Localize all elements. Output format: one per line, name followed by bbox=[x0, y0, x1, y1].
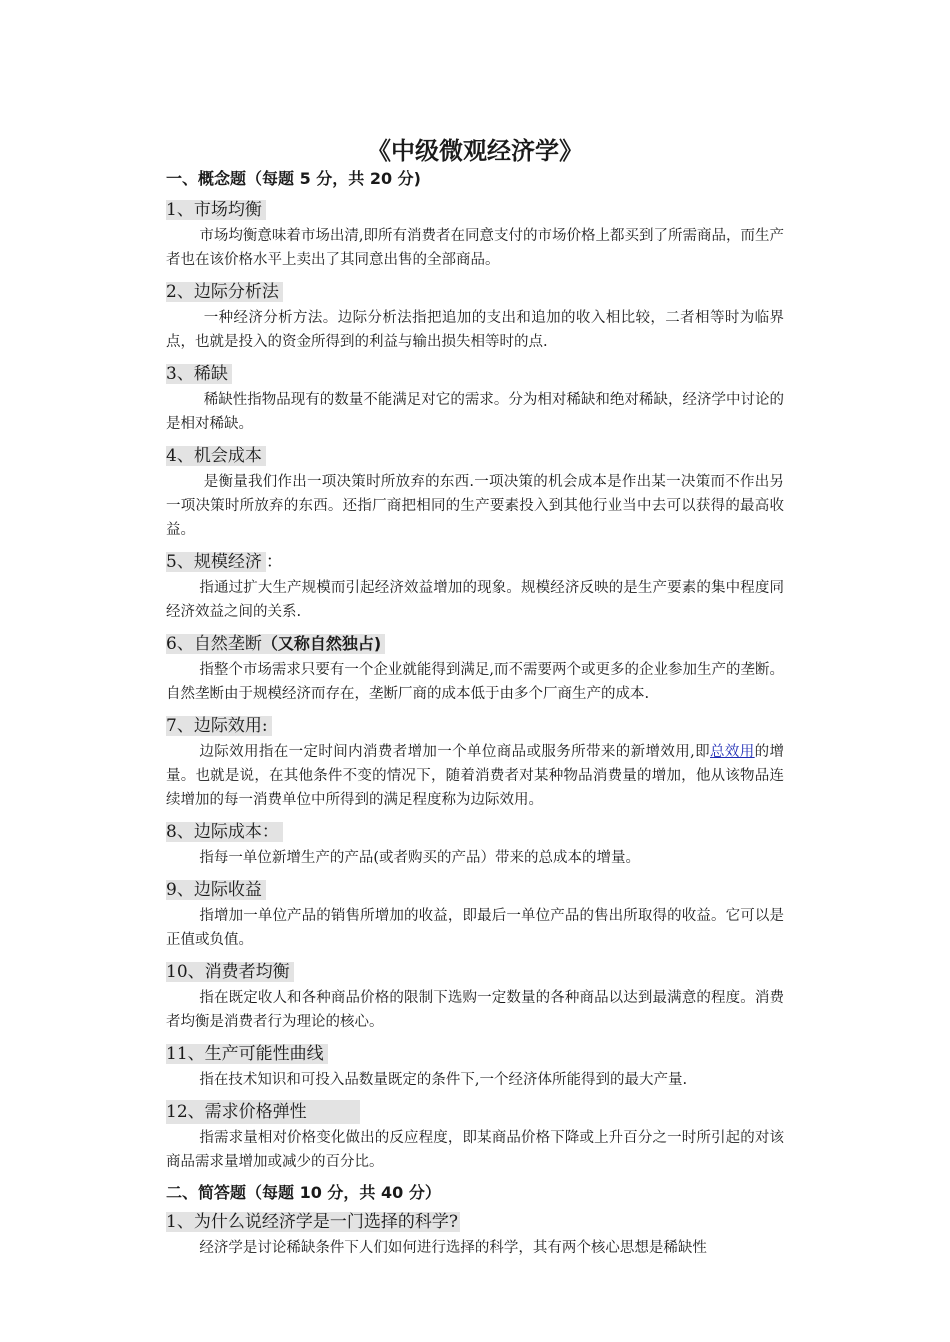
term-heading bbox=[166, 280, 784, 304]
answer-text: 经济学是讨论稀缺条件下人们如何进行选择的科学，其有两个核心思想是稀缺性 bbox=[199, 1240, 707, 1256]
term-definition: 指每一单位新增生产的产品(或者购买的产品）带来的总成本的增量。 bbox=[199, 850, 640, 866]
section-heading-short-answer: 二、简答题（每题 10 分，共 40 分） bbox=[166, 1183, 441, 1202]
term-label: 10、消费者均衡 bbox=[166, 962, 294, 982]
term-heading bbox=[166, 1100, 784, 1124]
document-page bbox=[166, 136, 784, 1260]
question-heading bbox=[166, 1210, 784, 1234]
term-definition: 指需求量相对价格变化做出的反应程度，即某商品价格下降或上升百分之一时所引起的对该商品需求量增加或减少的百分比。 bbox=[166, 1130, 784, 1170]
term-heading bbox=[166, 632, 784, 656]
term-definition bbox=[166, 740, 784, 812]
document-title: 《中级微观经济学》 bbox=[367, 137, 583, 165]
term-heading bbox=[166, 362, 784, 386]
term-heading bbox=[166, 1042, 784, 1066]
term-definition: 指在技术知识和可投入品数量既定的条件下,一个经济体所能得到的最大产量. bbox=[199, 1072, 688, 1088]
term-label bbox=[166, 634, 385, 654]
definition-text: 的增量。也就是说，在其他条件不变的情况下，随着消费者对某种物品消费量的增加，他从该物品连续增加的每一消费单位中所得到的满足程度称为边际效用。 bbox=[166, 744, 785, 808]
term-heading bbox=[166, 960, 784, 984]
term-label: 12、需求价格弹性 bbox=[166, 1100, 360, 1124]
term-heading bbox=[166, 820, 784, 844]
term-definition: 指整个市场需求只要有一个企业就能得到满足,而不需要两个或更多的企业参加生产的垄断。自然垄断由于规模经济而存在，垄断厂商的成本低于由多个厂商生产的成本. bbox=[166, 662, 784, 702]
term-definition: 是衡量我们作出一项决策时所放弃的东西.一项决策的机会成本是作出某一决策而不作出另一项决策时所放弃的东西。还指厂商把相同的生产要素投入到其他行业当中去可以获得的最高收益。 bbox=[166, 474, 784, 538]
total-utility-link[interactable]: 总效用 bbox=[710, 744, 755, 760]
term-definition: 指增加一单位产品的销售所增加的收益，即最后一单位产品的售出所取得的收益。它可以是正值或负值。 bbox=[166, 908, 784, 948]
term-label: 9、边际收益 bbox=[166, 880, 266, 900]
term-heading bbox=[166, 444, 784, 468]
term-definition: 一种经济分析方法。边际分析法指把追加的支出和追加的收入相比较，二者相等时为临界点，也就是投入的资金所得到的利益与输出损失相等时的点. bbox=[166, 310, 784, 350]
term-definition: 市场均衡意味着市场出清,即所有消费者在同意支付的市场价格上都买到了所需商品，而生产者也在该价格水平上卖出了其同意出售的全部商品。 bbox=[166, 228, 784, 268]
term-label-text: 6、自然垄断 bbox=[166, 634, 262, 654]
term-label: 4、机会成本 bbox=[166, 446, 266, 466]
term-heading bbox=[166, 550, 784, 574]
term-label: 8、边际成本： bbox=[166, 822, 283, 842]
term-label: 11、生产可能性曲线 bbox=[166, 1044, 328, 1064]
term-label: 1、市场均衡 bbox=[166, 200, 266, 220]
term-label: 7、边际效用: bbox=[166, 716, 272, 736]
term-definition: 稀缺性指物品现有的数量不能满足对它的需求。分为相对稀缺和绝对稀缺，经济学中讨论的是相对稀缺。 bbox=[166, 392, 784, 432]
term-definition: 指在既定收人和各种商品价格的限制下选购一定数量的各种商品以达到最满意的程度。消费者均衡是消费者行为理论的核心。 bbox=[166, 990, 784, 1030]
term-heading bbox=[166, 714, 784, 738]
term-definition: 指通过扩大生产规模而引起经济效益增加的现象。规模经济反映的是生产要素的集中程度同经济效益之间的关系. bbox=[166, 580, 784, 620]
term-label: 2、边际分析法 bbox=[166, 282, 283, 302]
definition-text: 边际效用指在一定时间内消费者增加一个单位商品或服务所带来的新增效用,即 bbox=[199, 744, 711, 760]
term-label-note: （又称自然独占) bbox=[261, 634, 382, 653]
term-label: 3、稀缺 bbox=[166, 364, 232, 384]
term-label: 5、规模经济 bbox=[166, 552, 266, 572]
question-label: 1、为什么说经济学是一门选择的科学? bbox=[166, 1212, 458, 1232]
section-heading-concepts: 一、概念题（每题 5 分，共 20 分) bbox=[166, 169, 421, 188]
term-heading bbox=[166, 198, 784, 222]
term-label-suffix: ： bbox=[265, 552, 283, 572]
term-heading bbox=[166, 878, 784, 902]
